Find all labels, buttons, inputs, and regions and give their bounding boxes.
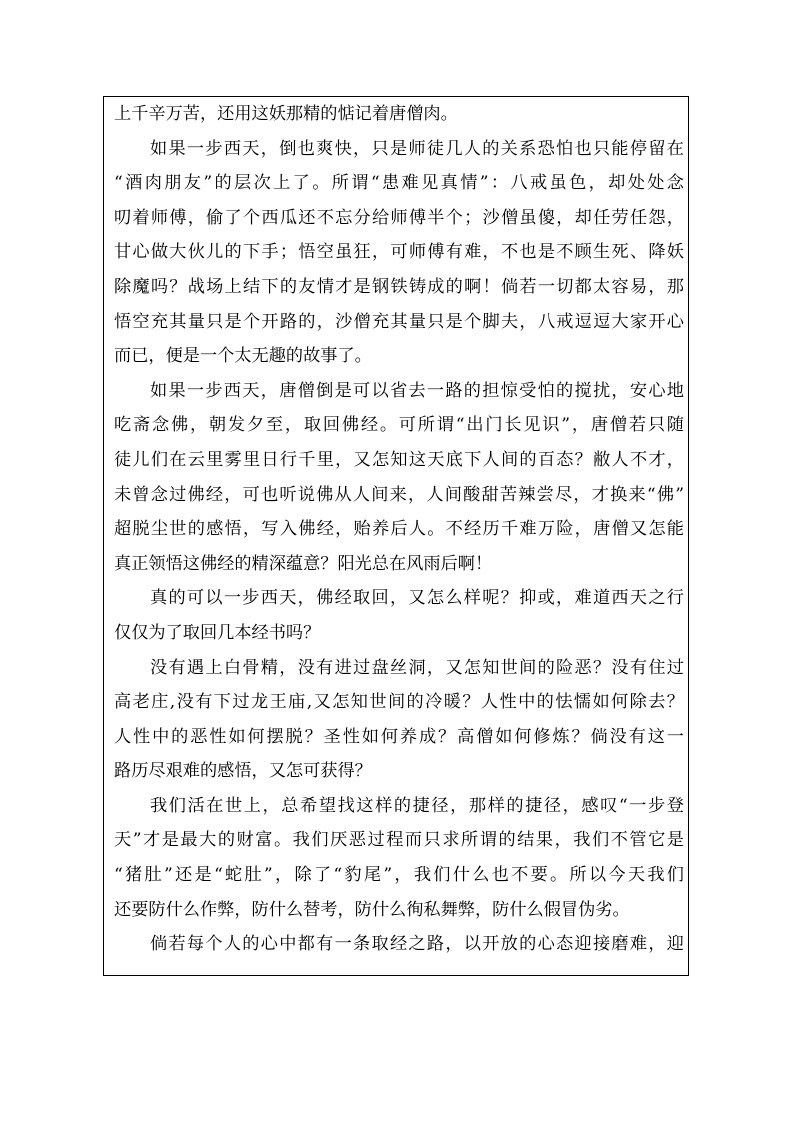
text-line: 吃斋念佛，朝发夕至，取回佛经。可所谓“出门长见识”，唐僧若只随: [114, 415, 684, 436]
text-line: 上千辛万苦，还用这妖那精的惦记着唐僧肉。: [114, 104, 458, 124]
text-line: 未曾念过佛经，可也听说佛从人间来，人间酸甜苦辣尝尽，才换来“佛”: [114, 484, 684, 505]
text-line: 甘心做大伙儿的下手；悟空虽狂，可师傅有难，不也是不顾生死、降妖: [114, 242, 684, 263]
text-line: 倘若每个人的心中都有一条取经之路，以开放的心态迎接磨难，迎: [150, 934, 684, 955]
document-frame: [103, 96, 689, 976]
text-line: 真的可以一步西天，佛经取回，又怎么样呢？抑或，难道西天之行: [150, 588, 684, 609]
text-line: “酒肉朋友”的层次上了。所谓“患难见真情”：八戒虽色，却处处念: [114, 173, 684, 194]
text-line: 如果一步西天，唐僧倒是可以省去一路的担惊受怕的搅扰，安心地: [150, 380, 684, 401]
text-line: 仅仅为了取回几本经书吗？: [114, 622, 321, 643]
document-body: [114, 97, 684, 962]
text-line: 如果一步西天，倒也爽快，只是师徒几人的关系恐怕也只能停留在: [150, 138, 684, 159]
text-line: 真正领悟这佛经的精深蕴意？阳光总在风雨后啊！: [114, 553, 493, 574]
text-line: 人性中的恶性如何摆脱？圣性如何养成？高僧如何修炼？倘没有这一: [114, 726, 684, 747]
text-line: 没有遇上白骨精，没有进过盘丝洞，又怎知世间的险恶？没有住过: [150, 657, 684, 678]
text-line: 徒儿们在云里雾里日行千里，又怎知这天底下人间的百态？敝人不才，: [114, 449, 684, 470]
text-line: 路历尽艰难的感悟，又怎可获得？: [114, 761, 372, 782]
text-line: 叨着师傅，偷了个西瓜还不忘分给师傅半个；沙僧虽傻，却任劳任怨，: [114, 207, 684, 228]
text-line: 除魔吗？战场上结下的友情才是钢铁铸成的啊！倘若一切都太容易，那: [114, 276, 684, 297]
text-line: 而已，便是一个太无趣的故事了。: [114, 346, 372, 367]
text-line: 高老庄,没有下过龙王庙,又怎知世间的冷暖？人性中的怯懦如何除去？: [114, 692, 684, 713]
text-line: 悟空充其量只是个开路的，沙僧充其量只是个脚夫，八戒逗逗大家开心: [114, 311, 684, 332]
text-line: 还要防什么作弊，防什么替考，防什么徇私舞弊，防什么假冒伪劣。: [114, 899, 630, 920]
text-line: “猪肚”还是“蛇肚”，除了“豹尾”，我们什么也不要。所以今天我们: [114, 865, 684, 886]
text-line: 天”才是最大的财富。我们厌恶过程而只求所谓的结果，我们不管它是: [114, 830, 684, 851]
text-line: 超脱尘世的感悟，写入佛经，贻养后人。不经历千难万险，唐僧又怎能: [114, 519, 684, 540]
text-line: 我们活在世上，总希望找这样的捷径，那样的捷径，感叹“一步登: [150, 795, 684, 816]
